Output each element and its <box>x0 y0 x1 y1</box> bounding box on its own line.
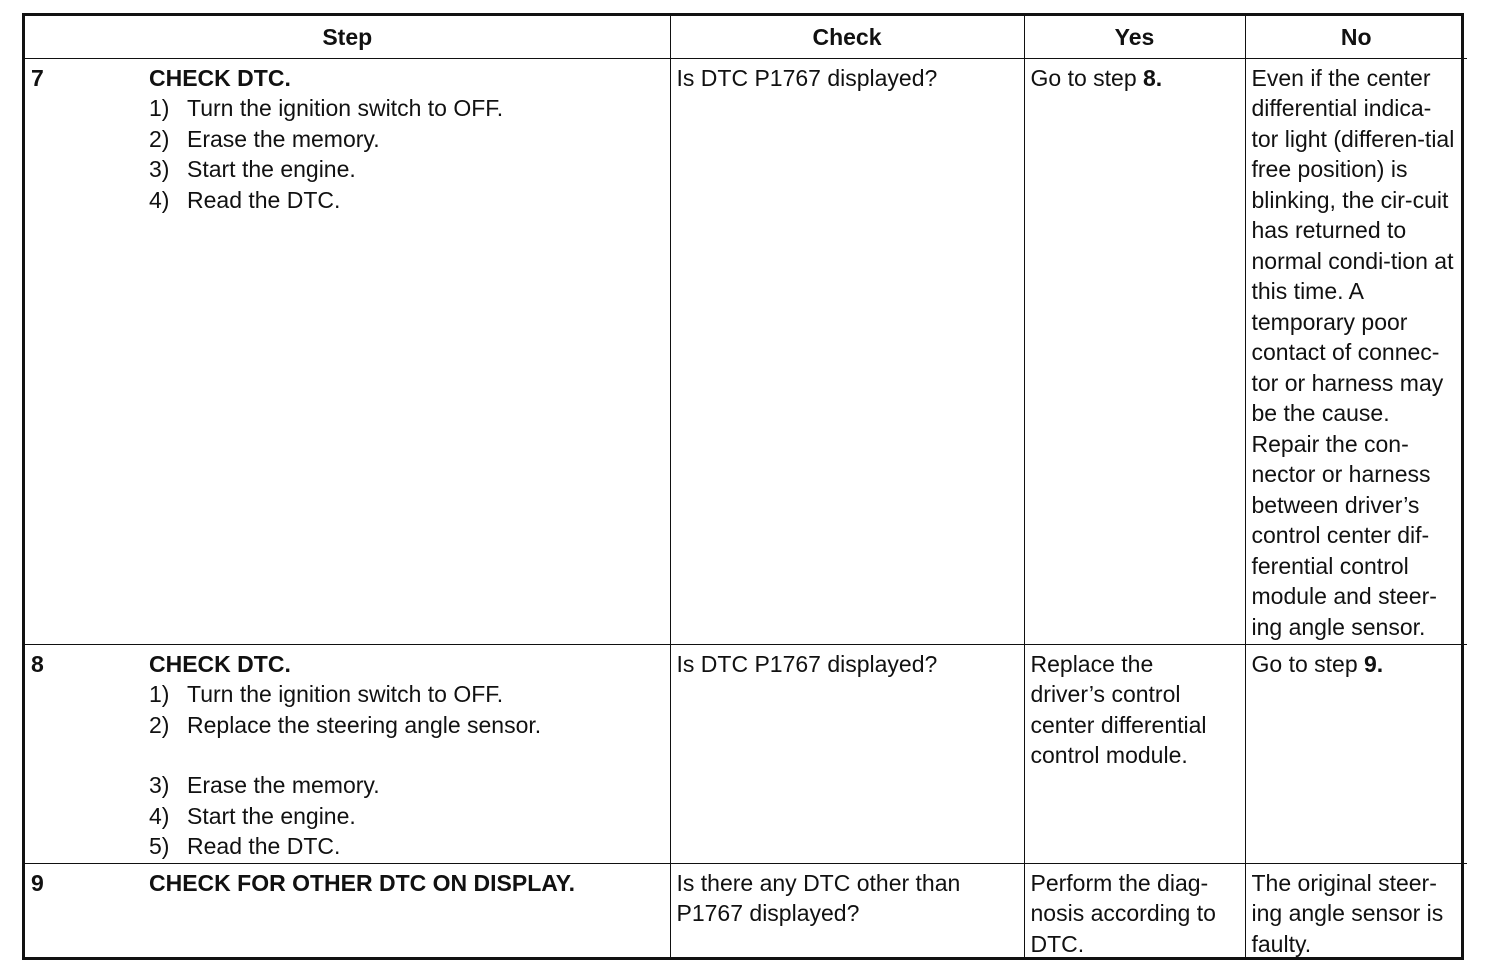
diagnostic-table <box>25 16 1467 959</box>
step-content <box>149 868 629 899</box>
yes-text: Replace the driver’s control center differential control module. <box>1030 650 1207 768</box>
diagnostic-table-frame <box>22 13 1464 960</box>
check-cell: Is DTC P1767 displayed? <box>670 58 1024 644</box>
header-row <box>25 16 1467 58</box>
substep: 5) Read the DTC. <box>149 833 341 859</box>
header-check: Check <box>670 16 1024 58</box>
step-cell <box>25 863 670 959</box>
step-reference: 9. <box>1364 650 1384 677</box>
substep: 2) Replace the steering angle sensor. <box>149 711 542 738</box>
step-cell <box>25 644 670 863</box>
table-row <box>25 58 1467 644</box>
check-cell: Is there any DTC other than P1767 displayed? <box>670 863 1024 959</box>
step-title: CHECK FOR OTHER DTC ON DISPLAY. <box>149 869 575 896</box>
check-cell: Is DTC P1767 displayed? <box>670 644 1024 863</box>
header-no: No <box>1245 16 1467 58</box>
no-text: Even if the center differential indica-tor light (differen-tial free position) is blinking, the cir-cuit has returned to normal condi-tion at this time. A temporary poor contact of connec-tor or harness may be the cause. Repair the con-nector or harness between driver’s control center dif-ferential control module and steer-ing angle sensor. <box>1251 64 1455 640</box>
yes-cell: Perform the diag-nosis according to DTC. <box>1024 863 1245 959</box>
substep: 1) Turn the ignition switch to OFF. <box>149 95 504 121</box>
step-reference: 8. <box>1143 64 1163 91</box>
substep: 4) Read the DTC. <box>149 186 341 213</box>
step-title: CHECK DTC. <box>149 64 291 91</box>
step-content <box>149 649 629 862</box>
header-step: Step <box>25 16 670 58</box>
no-cell: The original steer-ing angle sensor is faulty. <box>1245 863 1467 959</box>
blank-line <box>149 740 629 770</box>
step-content <box>149 63 629 216</box>
table-row <box>25 863 1467 959</box>
header-yes: Yes <box>1024 16 1245 58</box>
step-cell <box>25 58 670 644</box>
substep: 4) Start the engine. <box>149 802 356 829</box>
no-cell <box>1245 58 1467 644</box>
substep: 2) Erase the memory. <box>149 125 380 152</box>
substep: 3) Erase the memory. <box>149 772 380 798</box>
yes-cell: Go to step 8. <box>1024 58 1245 644</box>
step-number: 9 <box>31 869 44 896</box>
step-title: CHECK DTC. <box>149 650 291 677</box>
no-cell: Go to step 9. <box>1245 644 1467 863</box>
step-number: 7 <box>31 64 44 91</box>
table-row <box>25 644 1467 863</box>
yes-cell <box>1024 644 1245 863</box>
substep: 1) Turn the ignition switch to OFF. <box>149 681 504 707</box>
step-number: 8 <box>31 650 44 677</box>
substep: 3) Start the engine. <box>149 156 356 182</box>
